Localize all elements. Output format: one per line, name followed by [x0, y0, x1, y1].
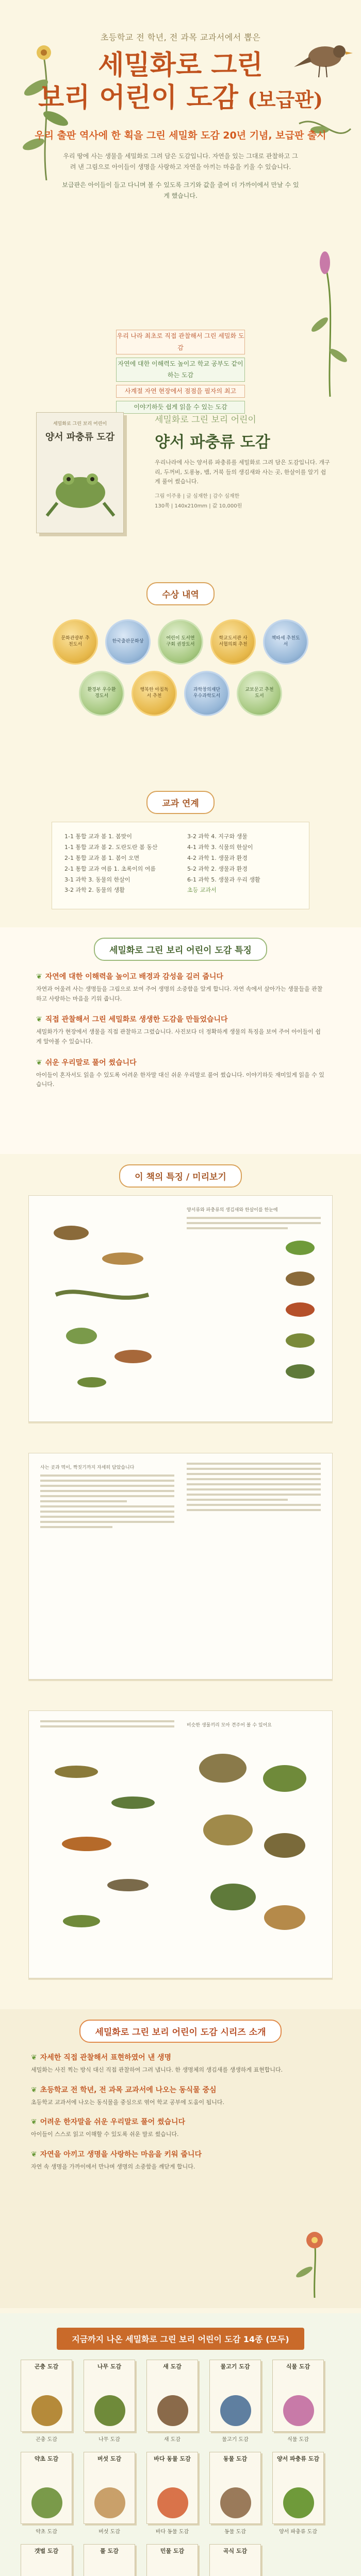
book-label: 약초 도감 — [36, 2529, 57, 2535]
series-book[interactable]: 물고기 도감 물고기 도감 — [209, 2360, 261, 2443]
series-book[interactable]: 갯벌 도감 — [21, 2544, 72, 2576]
feature-point-heading: 직접 관찰해서 그린 세밀화로 생생한 도감을 만들었습니다 — [45, 1015, 228, 1024]
series-book[interactable]: 새 도감 새 도감 — [146, 2360, 198, 2443]
series-book[interactable]: 버섯 도감 버섯 도감 — [84, 2452, 135, 2535]
award-medal: 학교도서관 사서협의회 추천 — [210, 619, 256, 665]
leaf-icon: ❦ — [31, 2118, 37, 2127]
curriculum-item: 3-2 과학 2. 동물의 생활 — [64, 887, 125, 894]
herb-icon — [31, 2487, 62, 2518]
series-book[interactable]: 약초 도감 약초 도감 — [21, 2452, 72, 2535]
curriculum-section — [0, 791, 361, 914]
toad-illustration — [182, 1732, 326, 1969]
bird-icon — [157, 2395, 188, 2426]
curriculum-item: 3-2 과학 4. 지구와 생물 — [187, 833, 248, 840]
spread-page-left — [35, 1460, 179, 1673]
preview-section — [0, 1164, 361, 1999]
feature-point — [36, 1014, 325, 1046]
title-line2 — [0, 81, 361, 114]
book-label: 새 도감 — [163, 2437, 181, 2443]
curriculum-item: 1-1 통합 교과 봄 1. 봄맞이 — [64, 833, 132, 840]
book-series: 세밀화로 그린 보리 어린이 — [155, 415, 256, 425]
intro-text-2: 보급판은 아이들이 들고 다니며 볼 수 있도록 크기와 값을 줄여 더 가까이에서 만날 수 있게 했습니다. — [62, 181, 299, 199]
book-label: 양서 파충류 도감 — [279, 2529, 317, 2535]
curriculum-item: 3-1 과학 3. 동물의 한살이 — [64, 876, 130, 883]
curriculum-item: 4-1 과학 3. 식물의 한살이 — [187, 843, 253, 851]
book-label: 물고기 도감 — [222, 2437, 249, 2443]
series-point — [31, 2052, 330, 2075]
title-tag: (보급판) — [247, 88, 323, 112]
leaf-icon: ❦ — [31, 2086, 37, 2094]
book-showcase — [0, 402, 361, 556]
curriculum-title: 교과 연계 — [146, 791, 215, 814]
award-medal: 환경부 우수환경도서 — [79, 671, 124, 716]
leaf-icon: ❦ — [31, 2150, 37, 2159]
award-medal: 한국출판문화상 — [105, 619, 151, 665]
award-medal: 어린이 도서연구회 권장도서 — [158, 619, 203, 665]
feature-point — [36, 971, 325, 1004]
award-medals — [0, 613, 361, 716]
eyebrow-text: 초등학교 전 학년, 전 과목 교과서에서 뽑은 — [100, 32, 261, 42]
curriculum-item: 6-1 과학 5. 생물과 우리 생활 — [187, 876, 260, 883]
flower-illustration — [284, 2226, 346, 2298]
series-features-title: 세밀화로 그린 보리 어린이 도감 특징 — [94, 938, 267, 961]
spread-page-left — [35, 1717, 179, 1972]
feature-point-text: 세밀화가가 현장에서 생물을 직접 관찰하고 그렸습니다. 사진보다 더 정확하게 생물의 특징을 보여 주어 아이들이 쉽게 알아볼 수 있습니다. — [36, 1028, 321, 1045]
curriculum-item: 2-1 통합 교과 봄 1. 봄이 오면 — [64, 854, 140, 861]
book-label: 나무 도감 — [99, 2437, 120, 2443]
series-book[interactable]: 식물 도감 식물 도감 — [272, 2360, 324, 2443]
book-label: 바다 동물 도감 — [155, 2529, 189, 2535]
book-label: 곤충 도감 — [36, 2437, 57, 2443]
series-book[interactable]: 풀 도감 — [84, 2544, 135, 2576]
fish-icon — [220, 2395, 251, 2426]
leaf-icon: ❦ — [36, 1015, 42, 1024]
curriculum-item: 4-2 과학 1. 생물과 환경 — [187, 854, 248, 861]
series-point-text: 세밀화는 사진 찍는 방식 대신 직접 관찰하여 그려 냅니다. 한 생명체의 생김새를 생생하게 표현합니다. — [31, 2066, 283, 2073]
insect-icon — [31, 2395, 62, 2426]
badge-2: 자연에 대한 이해력도 높이고 학교 공부도 같이 하는 도감 — [116, 358, 245, 382]
preview-spread-1 — [28, 1195, 333, 1422]
bookshelf-section — [0, 2313, 361, 2576]
announcement: 우리 출판 역사에 한 획을 그린 세밀화 도감 20년 기념, 보급판 출시 — [35, 129, 326, 141]
series-book[interactable]: 민물 도감 — [146, 2544, 198, 2576]
book-meta-2: 130쪽 | 140x210mm | 값 10,000원 — [155, 503, 242, 510]
award-medal: 과학창의재단 우수과학도서 — [184, 671, 229, 716]
award-medal: 행복한 아침독서 추천 — [132, 671, 177, 716]
curriculum-box — [52, 822, 309, 909]
badge-4: 이야기하듯 쉽게 읽을 수 있는 도감 — [116, 401, 245, 414]
series-point-text: 초등학교 교과서에 나오는 동식물을 중심으로 엮어 학교 공부에 도움이 됩니다. — [31, 2098, 224, 2106]
spread-page-left — [35, 1202, 179, 1415]
main-title — [0, 49, 361, 114]
curriculum-heading — [0, 791, 361, 814]
award-medal: 교보문고 추천도서 — [237, 671, 282, 716]
title-line2-main: 보리 어린이 도감 — [38, 82, 238, 114]
hero-section — [0, 0, 361, 556]
series-book[interactable]: 곤충 도감 곤충 도감 — [21, 2360, 72, 2443]
book-label: 식물 도감 — [287, 2437, 309, 2443]
series-point — [31, 2116, 330, 2140]
awards-title: 수상 내역 — [146, 582, 215, 605]
book-label: 동물 도감 — [224, 2529, 246, 2535]
animal-icon — [220, 2487, 251, 2518]
leaf-icon: ❦ — [36, 1058, 42, 1067]
plant-icon — [283, 2395, 314, 2426]
curriculum-item: 1-1 통합 교과 봄 2. 도란도란 봄 동산 — [64, 843, 158, 851]
series-point-heading: 자세한 직접 관찰해서 표현하였어 낸 생명 — [40, 2054, 172, 2062]
awards-heading — [0, 582, 361, 605]
badge-3: 사계절 자연 현장에서 점점을 필자의 최고 — [116, 385, 245, 398]
book-grid — [21, 2360, 340, 2576]
series-book[interactable]: 나무 도감 나무 도감 — [84, 2360, 135, 2443]
book-name: 양서 파충류 도감 — [155, 433, 270, 451]
feature-point — [36, 1057, 325, 1090]
series-intro-heading — [0, 2009, 361, 2043]
series-book[interactable]: 동물 도감 동물 도감 — [209, 2452, 261, 2535]
series-intro-title: 세밀화로 그린 보리 어린이 도감 시리즈 소개 — [79, 2020, 281, 2043]
amphibian-illustration — [35, 1202, 179, 1408]
preview-title: 이 책의 특징 / 미리보기 — [119, 1164, 242, 1188]
preview-spread-2 — [28, 1453, 333, 1680]
book-info — [155, 412, 330, 511]
mushroom-icon — [94, 2487, 125, 2518]
spread-caption: 사는 곳과 먹이, 짝짓기까지 자세히 담았습니다 — [40, 1465, 135, 1470]
feature-point-text: 자연과 어울려 사는 생명들을 그림으로 보여 주어 생명의 소중함을 알게 합니다. 자연 속에서 살아가는 생물들을 관찰하고 사랑하는 마음을 키워 줍니다. — [36, 986, 323, 1002]
series-point-text: 자연 속 생명을 가까이에서 만나며 생명의 소중함을 깨닫게 합니다. — [31, 2163, 195, 2171]
series-book[interactable]: 곡식 도감 — [209, 2544, 261, 2576]
lizard-illustration — [35, 1731, 179, 1947]
series-book[interactable]: 바다 동물 도감 바다 동물 도감 — [146, 2452, 198, 2535]
book-label: 버섯 도감 — [99, 2529, 120, 2535]
series-features-heading — [0, 927, 361, 961]
leaf-icon: ❦ — [36, 973, 42, 981]
cover-label: 세밀화로 그린 보리 어린이 — [53, 421, 107, 427]
book-description: 우리나라에 사는 양서류 파충류를 세밀화로 그려 담은 도감입니다. 개구리, 두꺼비, 도롱뇽, 뱀, 거북 들의 생김새와 사는 곳, 한살이를 알기 쉽게 풀어 썼습니다. — [155, 459, 330, 485]
spread-page-right — [182, 1202, 326, 1415]
series-point — [31, 2149, 330, 2172]
sea-creature-icon — [157, 2487, 188, 2518]
series-point-heading: 초등학교 전 학년, 전 과목 교과서에 나오는 동식물 중심 — [40, 2086, 217, 2094]
curriculum-item: 5-2 과학 2. 생물과 환경 — [187, 865, 248, 872]
awards-section — [0, 582, 361, 778]
series-point-heading: 어려운 한자말을 쉬운 우리말로 풀어 썼습니다 — [40, 2118, 186, 2127]
leaf-icon: ❦ — [31, 2054, 37, 2062]
frog-icon — [37, 451, 124, 529]
series-intro-section — [0, 2009, 361, 2308]
tree-icon — [94, 2395, 125, 2426]
badge-1: 우리 나라 최초로 직접 관찰해서 그린 세밀화 도감 — [116, 330, 245, 354]
curriculum-col-1 — [64, 832, 174, 900]
feature-point-heading: 쉬운 우리말로 풀어 썼습니다 — [45, 1058, 137, 1067]
series-point — [31, 2084, 330, 2108]
series-point-text: 아이들이 스스로 읽고 이해할 수 있도록 쉬운 말로 썼습니다. — [31, 2131, 179, 2138]
series-point-heading: 자연을 아끼고 생명을 사랑하는 마음을 키워 줍니다 — [40, 2150, 202, 2159]
award-medal: 문화관광부 추천도서 — [53, 619, 98, 665]
curriculum-item: 2-1 통합 교과 여름 1. 초록이의 여름 — [64, 865, 156, 872]
bookshelf-banner: 지금까지 나온 세밀화로 그린 보리 어린이 도감 14종 (모두) — [57, 2328, 304, 2350]
title-line1: 세밀화로 그린 — [98, 49, 263, 81]
spread-page-right — [182, 1460, 326, 1673]
preview-spread-3 — [28, 1710, 333, 1978]
frog-list-illustration — [182, 1232, 326, 1387]
spread-caption: 비슷한 생물끼리 모아 견주어 볼 수 있어요 — [187, 1723, 272, 1728]
cover-title: 양서 파충류 도감 — [45, 432, 115, 443]
series-book[interactable]: 양서 파충류 도감 양서 파충류 도감 — [272, 2452, 324, 2535]
frog-icon — [283, 2487, 314, 2518]
grass-illustration — [304, 242, 356, 397]
book-cover — [36, 412, 124, 533]
book-meta-1: 그림 이주용 | 글 심재한 | 감수 심재한 — [155, 494, 240, 500]
feature-point-text: 아이들이 혼자서도 읽을 수 있도록 어려운 한자말 대신 쉬운 우리말로 풀어 썼습니다. 이야기하듯 재미있게 읽을 수 있습니다. — [36, 1071, 324, 1088]
curriculum-extra: 초등 교과서 — [187, 887, 217, 894]
feature-point-heading: 자연에 대한 이해력을 높이고 배경과 감성을 길러 줍니다 — [45, 973, 223, 981]
hero-heading — [0, 0, 361, 201]
curriculum-col-2 — [187, 832, 297, 900]
spread-page-right — [182, 1717, 326, 1972]
preview-heading — [0, 1164, 361, 1188]
intro-text: 우리 땅에 사는 생물을 세밀화로 그려 담은 도감입니다. 자연을 있는 그대로 관찰하고 그려 낸 그림으로 아이들이 생명을 사랑하고 자연을 아끼는 마음을 키울 수 있습니다. — [63, 152, 298, 171]
series-features-section — [0, 927, 361, 1154]
spread-caption: 양서류와 파충류의 생김새와 한살이를 한눈에 — [187, 1208, 278, 1213]
award-medal: 책따세 추천도서 — [263, 619, 308, 665]
